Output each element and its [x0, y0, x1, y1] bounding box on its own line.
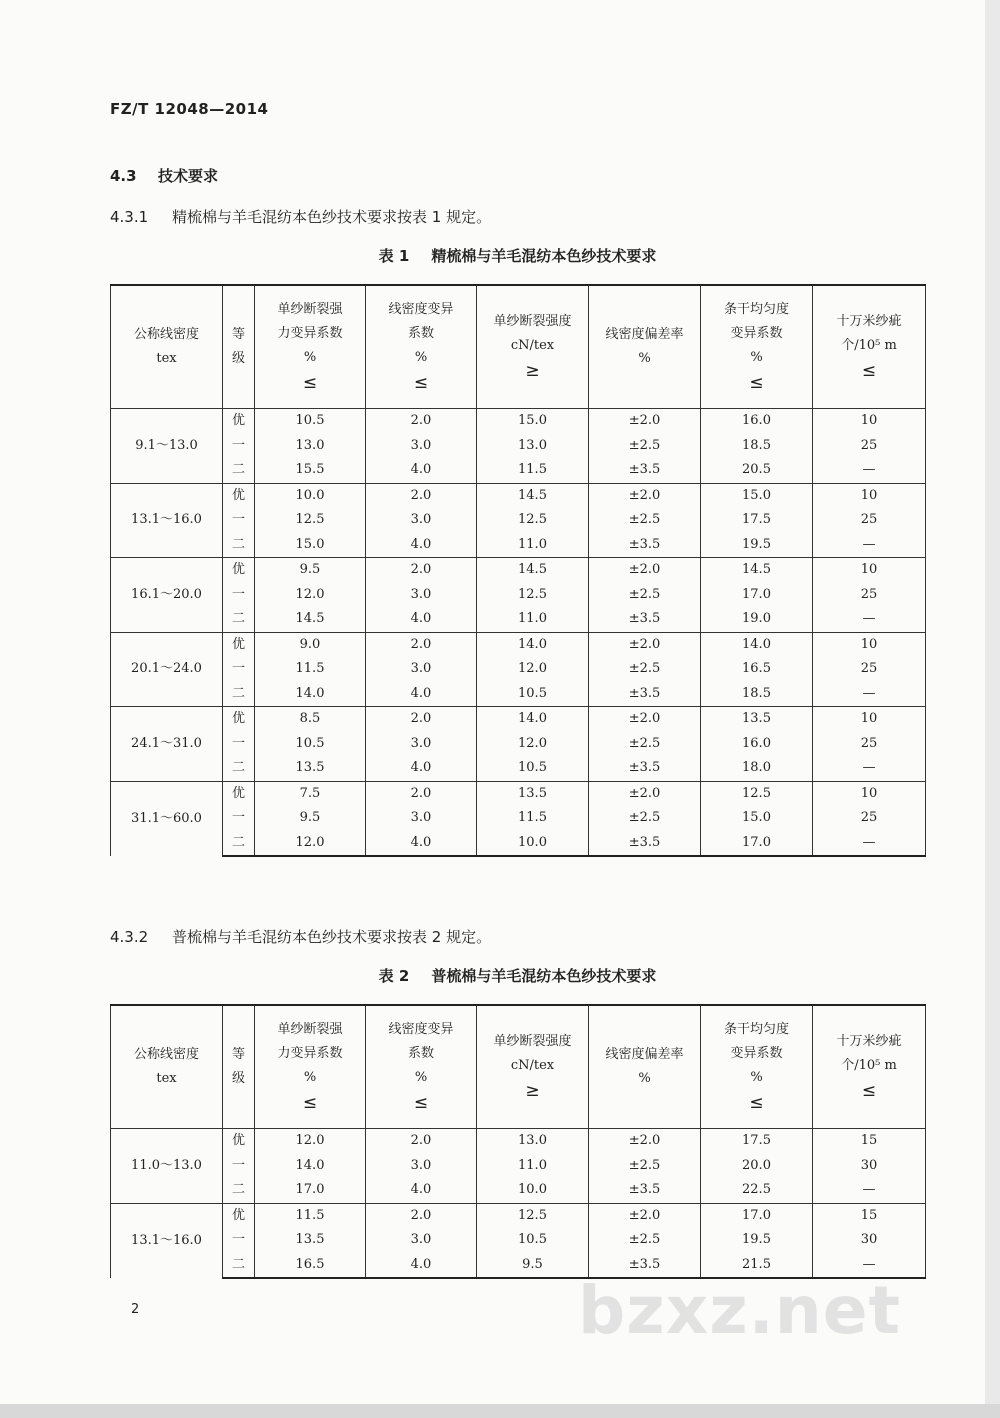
table-row [111, 1129, 926, 1154]
table-row [111, 657, 926, 682]
evenness-cell: 17.5 [701, 508, 813, 533]
table-row [111, 781, 926, 806]
cv-strength-cell: 9.0 [255, 632, 366, 657]
table-1-body [111, 409, 926, 857]
table-row [111, 508, 926, 533]
header-neps: 十万米纱疵 个/10⁵ m ≤ [813, 1005, 926, 1129]
cv-strength-cell: 16.5 [255, 1253, 366, 1279]
cv-density-cell: 4.0 [366, 756, 477, 781]
cv-density-cell: 2.0 [366, 409, 477, 434]
deviation-cell: ±2.0 [589, 409, 701, 434]
cv-density-cell: 3.0 [366, 1228, 477, 1253]
cv-density-cell: 4.0 [366, 607, 477, 632]
cv-density-cell: 4.0 [366, 1253, 477, 1279]
grade-cell: 一 [223, 657, 255, 682]
table-header-row [111, 1005, 926, 1129]
cv-density-cell: 4.0 [366, 533, 477, 558]
section-number: 4.3 [110, 167, 137, 185]
header-tenacity: 单纱断裂强度 cN/tex ≥ [477, 1005, 589, 1129]
cv-strength-cell: 13.5 [255, 1228, 366, 1253]
clause-text: 精梳棉与羊毛混纺本色纱技术要求按表 1 规定。 [172, 208, 492, 226]
cv-density-cell: 3.0 [366, 657, 477, 682]
table-row [111, 583, 926, 608]
table-number: 表 1 [378, 247, 410, 265]
deviation-cell: ±3.5 [589, 458, 701, 483]
cv-strength-cell: 11.5 [255, 1203, 366, 1228]
grade-cell: 二 [223, 1178, 255, 1203]
evenness-cell: 19.0 [701, 607, 813, 632]
neps-cell: 10 [813, 707, 926, 732]
deviation-cell: ±2.5 [589, 732, 701, 757]
deviation-cell: ±3.5 [589, 682, 701, 707]
neps-cell: 15 [813, 1203, 926, 1228]
evenness-cell: 13.5 [701, 707, 813, 732]
grade-cell: 二 [223, 458, 255, 483]
grade-cell: 一 [223, 732, 255, 757]
table-row [111, 533, 926, 558]
table-2-body [111, 1129, 926, 1279]
deviation-cell: ±3.5 [589, 607, 701, 632]
clause-number: 4.3.2 [110, 928, 149, 946]
neps-cell: — [813, 1178, 926, 1203]
tenacity-cell: 11.0 [477, 607, 589, 632]
tenacity-cell: 14.0 [477, 707, 589, 732]
table-number: 表 2 [378, 967, 410, 985]
cv-density-cell: 2.0 [366, 1129, 477, 1154]
tenacity-cell: 13.0 [477, 1129, 589, 1154]
table-row [111, 607, 926, 632]
evenness-cell: 21.5 [701, 1253, 813, 1279]
header-cv-density: 线密度变异 系数 % ≤ [366, 285, 477, 409]
cv-density-cell: 4.0 [366, 1178, 477, 1203]
neps-cell: — [813, 607, 926, 632]
deviation-cell: ±2.0 [589, 1203, 701, 1228]
table-row [111, 707, 926, 732]
deviation-cell: ±2.5 [589, 1228, 701, 1253]
grade-cell: 二 [223, 756, 255, 781]
header-grade: 等 级 [223, 1005, 255, 1129]
tenacity-cell: 12.5 [477, 583, 589, 608]
cv-density-cell: 3.0 [366, 806, 477, 831]
neps-cell: — [813, 682, 926, 707]
evenness-cell: 16.5 [701, 657, 813, 682]
header-deviation: 线密度偏差率 % [589, 1005, 701, 1129]
header-cv-strength: 单纱断裂强 力变异系数 % ≤ [255, 1005, 366, 1129]
table-row [111, 806, 926, 831]
evenness-cell: 19.5 [701, 1228, 813, 1253]
deviation-cell: ±3.5 [589, 831, 701, 857]
clause-4-3-1 [110, 206, 491, 227]
cv-strength-cell: 12.0 [255, 583, 366, 608]
tenacity-cell: 10.0 [477, 831, 589, 857]
cv-strength-cell: 10.0 [255, 483, 366, 508]
cv-strength-cell: 12.0 [255, 1129, 366, 1154]
cv-density-cell: 2.0 [366, 1203, 477, 1228]
nominal-density-cell: 11.0～13.0 [111, 1129, 223, 1204]
neps-cell: 30 [813, 1228, 926, 1253]
cv-strength-cell: 7.5 [255, 781, 366, 806]
neps-cell: 10 [813, 632, 926, 657]
grade-cell: 优 [223, 1129, 255, 1154]
evenness-cell: 17.5 [701, 1129, 813, 1154]
evenness-cell: 18.5 [701, 434, 813, 459]
cv-density-cell: 4.0 [366, 682, 477, 707]
evenness-cell: 20.5 [701, 458, 813, 483]
cv-strength-cell: 15.5 [255, 458, 366, 483]
grade-cell: 一 [223, 1154, 255, 1179]
evenness-cell: 20.0 [701, 1154, 813, 1179]
grade-cell: 优 [223, 409, 255, 434]
evenness-cell: 18.5 [701, 682, 813, 707]
section-title: 技术要求 [158, 167, 219, 185]
header-evenness: 条干均匀度 变异系数 % ≤ [701, 1005, 813, 1129]
tenacity-cell: 10.0 [477, 1178, 589, 1203]
evenness-cell: 12.5 [701, 781, 813, 806]
grade-cell: 二 [223, 831, 255, 857]
neps-cell: 15 [813, 1129, 926, 1154]
evenness-cell: 17.0 [701, 831, 813, 857]
cv-density-cell: 2.0 [366, 558, 477, 583]
grade-cell: 优 [223, 1203, 255, 1228]
grade-cell: 二 [223, 682, 255, 707]
grade-cell: 一 [223, 508, 255, 533]
cv-strength-cell: 17.0 [255, 1178, 366, 1203]
cv-strength-cell: 9.5 [255, 558, 366, 583]
watermark: bzxz.net [578, 1272, 902, 1349]
cv-density-cell: 3.0 [366, 434, 477, 459]
grade-cell: 二 [223, 1253, 255, 1279]
cv-strength-cell: 10.5 [255, 409, 366, 434]
neps-cell: 10 [813, 409, 926, 434]
deviation-cell: ±3.5 [589, 1253, 701, 1279]
nominal-density-cell: 31.1～60.0 [111, 781, 223, 856]
evenness-cell: 19.5 [701, 533, 813, 558]
grade-cell: 优 [223, 483, 255, 508]
clause-text: 普梳棉与羊毛混纺本色纱技术要求按表 2 规定。 [172, 928, 492, 946]
clause-number: 4.3.1 [110, 208, 149, 226]
header-evenness: 条干均匀度 变异系数 % ≤ [701, 285, 813, 409]
neps-cell: — [813, 756, 926, 781]
nominal-density-cell: 9.1～13.0 [111, 409, 223, 484]
tenacity-cell: 11.0 [477, 1154, 589, 1179]
grade-cell: 一 [223, 1228, 255, 1253]
table-header-row [111, 285, 926, 409]
cv-strength-cell: 10.5 [255, 732, 366, 757]
table-row [111, 732, 926, 757]
tenacity-cell: 10.5 [477, 682, 589, 707]
grade-cell: 一 [223, 434, 255, 459]
cv-strength-cell: 13.0 [255, 434, 366, 459]
table-row [111, 1154, 926, 1179]
tenacity-cell: 14.5 [477, 558, 589, 583]
nominal-density-cell: 20.1～24.0 [111, 632, 223, 707]
table-title: 普梳棉与羊毛混纺本色纱技术要求 [431, 967, 657, 985]
tenacity-cell: 11.5 [477, 458, 589, 483]
cv-density-cell: 3.0 [366, 508, 477, 533]
deviation-cell: ±2.5 [589, 508, 701, 533]
neps-cell: — [813, 1253, 926, 1279]
deviation-cell: ±3.5 [589, 756, 701, 781]
table-row [111, 458, 926, 483]
neps-cell: 25 [813, 508, 926, 533]
table-row [111, 434, 926, 459]
cv-strength-cell: 14.0 [255, 682, 366, 707]
neps-cell: 30 [813, 1154, 926, 1179]
tenacity-cell: 14.0 [477, 632, 589, 657]
table-row [111, 1203, 926, 1228]
grade-cell: 优 [223, 707, 255, 732]
section-heading [110, 165, 218, 186]
deviation-cell: ±2.0 [589, 632, 701, 657]
deviation-cell: ±2.5 [589, 806, 701, 831]
table-row [111, 632, 926, 657]
table-2-caption [110, 965, 925, 986]
evenness-cell: 14.5 [701, 558, 813, 583]
cv-density-cell: 3.0 [366, 583, 477, 608]
neps-cell: 10 [813, 781, 926, 806]
nominal-density-cell: 24.1～31.0 [111, 707, 223, 782]
neps-cell: 25 [813, 806, 926, 831]
evenness-cell: 16.0 [701, 732, 813, 757]
cv-density-cell: 3.0 [366, 732, 477, 757]
tenacity-cell: 14.5 [477, 483, 589, 508]
deviation-cell: ±2.5 [589, 583, 701, 608]
table-row [111, 1178, 926, 1203]
table-2 [110, 1004, 926, 1279]
deviation-cell: ±2.0 [589, 707, 701, 732]
table-row [111, 756, 926, 781]
table-row [111, 409, 926, 434]
table-1 [110, 284, 926, 857]
grade-cell: 优 [223, 632, 255, 657]
nominal-density-cell: 13.1～16.0 [111, 1203, 223, 1278]
neps-cell: 25 [813, 657, 926, 682]
bottom-margin-band [0, 1404, 1000, 1418]
tenacity-cell: 11.0 [477, 533, 589, 558]
tenacity-cell: 12.5 [477, 508, 589, 533]
deviation-cell: ±2.0 [589, 781, 701, 806]
deviation-cell: ±2.5 [589, 1154, 701, 1179]
cv-density-cell: 4.0 [366, 458, 477, 483]
neps-cell: 25 [813, 732, 926, 757]
deviation-cell: ±2.5 [589, 657, 701, 682]
cv-strength-cell: 9.5 [255, 806, 366, 831]
neps-cell: 25 [813, 583, 926, 608]
cv-density-cell: 3.0 [366, 1154, 477, 1179]
tenacity-cell: 9.5 [477, 1253, 589, 1279]
cv-strength-cell: 14.5 [255, 607, 366, 632]
table-row [111, 483, 926, 508]
page-number: 2 [131, 1302, 140, 1317]
neps-cell: — [813, 533, 926, 558]
standard-code: FZ/T 12048—2014 [110, 100, 269, 118]
cv-strength-cell: 13.5 [255, 756, 366, 781]
cv-strength-cell: 14.0 [255, 1154, 366, 1179]
evenness-cell: 16.0 [701, 409, 813, 434]
grade-cell: 优 [223, 558, 255, 583]
neps-cell: — [813, 831, 926, 857]
tenacity-cell: 12.0 [477, 657, 589, 682]
table-row [111, 558, 926, 583]
tenacity-cell: 10.5 [477, 1228, 589, 1253]
grade-cell: 一 [223, 806, 255, 831]
table-row [111, 1228, 926, 1253]
deviation-cell: ±2.0 [589, 558, 701, 583]
grade-cell: 二 [223, 533, 255, 558]
clause-4-3-2 [110, 926, 491, 947]
cv-density-cell: 2.0 [366, 707, 477, 732]
deviation-cell: ±3.5 [589, 533, 701, 558]
evenness-cell: 17.0 [701, 1203, 813, 1228]
evenness-cell: 15.0 [701, 483, 813, 508]
header-nominal: 公称线密度 tex [111, 285, 223, 409]
table-row [111, 682, 926, 707]
tenacity-cell: 13.0 [477, 434, 589, 459]
header-tenacity: 单纱断裂强度 cN/tex ≥ [477, 285, 589, 409]
cv-strength-cell: 8.5 [255, 707, 366, 732]
tenacity-cell: 10.5 [477, 756, 589, 781]
tenacity-cell: 12.0 [477, 732, 589, 757]
grade-cell: 二 [223, 607, 255, 632]
cv-density-cell: 2.0 [366, 483, 477, 508]
table-row [111, 831, 926, 857]
cv-density-cell: 4.0 [366, 831, 477, 857]
header-cv-density: 线密度变异 系数 % ≤ [366, 1005, 477, 1129]
header-grade: 等 级 [223, 285, 255, 409]
tenacity-cell: 11.5 [477, 806, 589, 831]
table-1-caption [110, 245, 925, 266]
neps-cell: 25 [813, 434, 926, 459]
nominal-density-cell: 13.1～16.0 [111, 483, 223, 558]
neps-cell: — [813, 458, 926, 483]
tenacity-cell: 15.0 [477, 409, 589, 434]
tenacity-cell: 12.5 [477, 1203, 589, 1228]
deviation-cell: ±2.0 [589, 1129, 701, 1154]
cv-density-cell: 2.0 [366, 781, 477, 806]
header-cv-strength: 单纱断裂强 力变异系数 % ≤ [255, 285, 366, 409]
evenness-cell: 22.5 [701, 1178, 813, 1203]
cv-strength-cell: 12.0 [255, 831, 366, 857]
evenness-cell: 17.0 [701, 583, 813, 608]
evenness-cell: 18.0 [701, 756, 813, 781]
grade-cell: 优 [223, 781, 255, 806]
evenness-cell: 14.0 [701, 632, 813, 657]
deviation-cell: ±3.5 [589, 1178, 701, 1203]
neps-cell: 10 [813, 483, 926, 508]
header-deviation: 线密度偏差率 % [589, 285, 701, 409]
header-neps: 十万米纱疵 个/10⁵ m ≤ [813, 285, 926, 409]
table-title: 精梳棉与羊毛混纺本色纱技术要求 [431, 247, 657, 265]
evenness-cell: 15.0 [701, 806, 813, 831]
cv-strength-cell: 15.0 [255, 533, 366, 558]
grade-cell: 一 [223, 583, 255, 608]
deviation-cell: ±2.5 [589, 434, 701, 459]
deviation-cell: ±2.0 [589, 483, 701, 508]
neps-cell: 10 [813, 558, 926, 583]
nominal-density-cell: 16.1～20.0 [111, 558, 223, 633]
cv-strength-cell: 11.5 [255, 657, 366, 682]
cv-density-cell: 2.0 [366, 632, 477, 657]
header-nominal: 公称线密度 tex [111, 1005, 223, 1129]
tenacity-cell: 13.5 [477, 781, 589, 806]
cv-strength-cell: 12.5 [255, 508, 366, 533]
